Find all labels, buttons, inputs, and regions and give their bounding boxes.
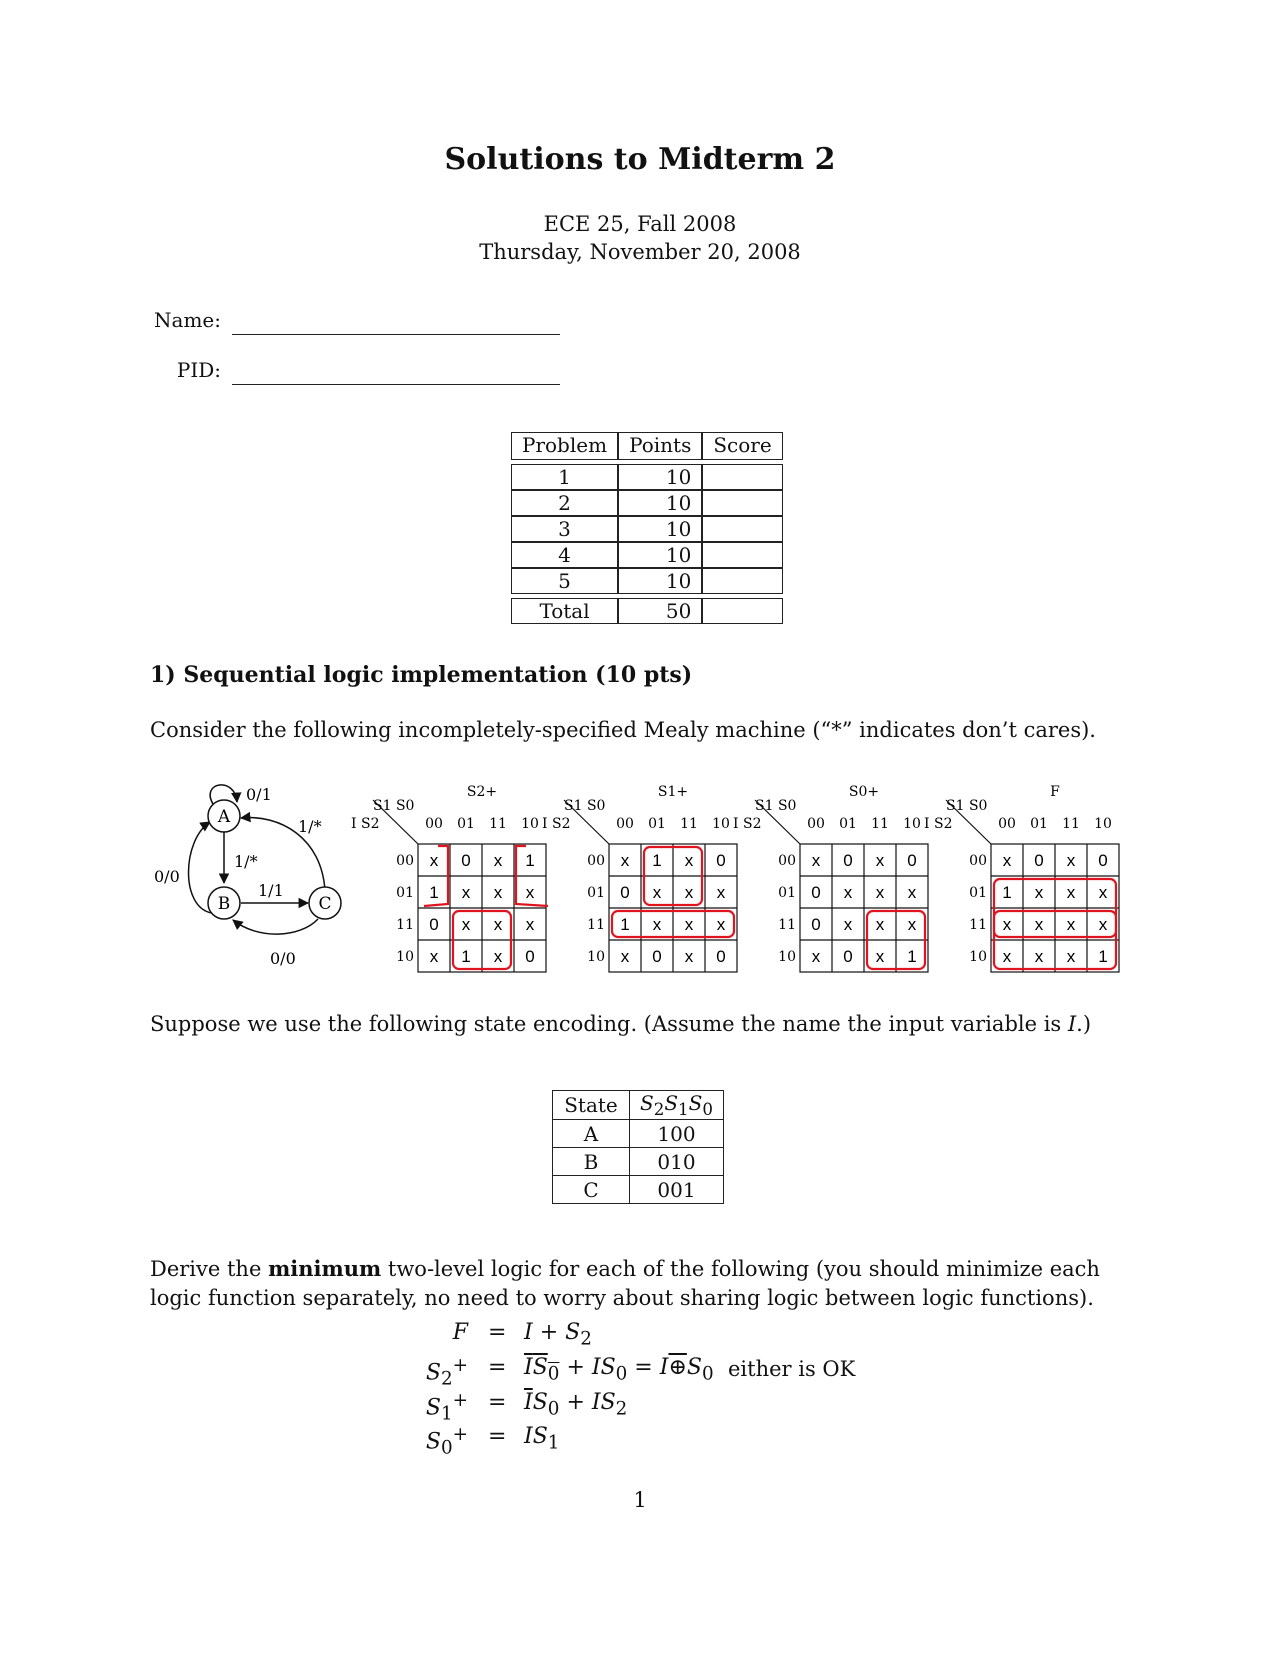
kmap-cell: x <box>684 851 694 870</box>
kmap-row-label: 00 <box>587 853 605 869</box>
kmap-cell: x <box>429 947 439 966</box>
date-line: Thursday, November 20, 2008 <box>479 240 801 264</box>
edge-label-a-to-c: 1/* <box>298 817 322 836</box>
kmap-col-label: 11 <box>871 816 889 832</box>
kmap-cell: 0 <box>811 883 821 902</box>
kmap-cell: 0 <box>716 851 726 870</box>
kmap-row-label: 10 <box>778 949 796 965</box>
table-row: 4 10 <box>511 542 783 568</box>
score-cell[interactable] <box>702 464 782 490</box>
kmap-cell: 1 <box>525 851 535 870</box>
name-line[interactable] <box>232 334 560 335</box>
kmap-cell: 1 <box>1098 947 1108 966</box>
pid-label: PID: <box>176 358 221 382</box>
score-header-points: Points <box>618 432 702 460</box>
kmap-title: F <box>1050 784 1060 800</box>
edge-label-b-to-c: 1/1 <box>258 881 284 900</box>
edge-label-a-self: 0/1 <box>246 785 272 804</box>
kmap-cell: x <box>843 915 853 934</box>
kmap-cell: 1 <box>461 947 471 966</box>
kmap-cell: x <box>493 947 503 966</box>
kmap-cell: x <box>1002 947 1012 966</box>
table-row: B 010 <box>553 1148 724 1176</box>
edge-label-c-to-b: 0/0 <box>270 949 296 968</box>
eq-s1-lhs: $S_1^+$ <box>425 1390 468 1425</box>
state-label-a: A <box>217 807 231 827</box>
kmap-cell: x <box>716 915 726 934</box>
kmap-cell: x <box>875 947 885 966</box>
kmap-row-label: 00 <box>396 853 414 869</box>
table-row: 5 10 <box>511 568 783 594</box>
kmap-row-label: 00 <box>969 853 987 869</box>
eq-s1-rhs: $\overline{I}S_0 + IS_2$ <box>524 1390 628 1420</box>
kmap-row-label: 01 <box>778 885 796 901</box>
kmap-col-label: 10 <box>1094 816 1112 832</box>
kmap-cell: x <box>875 915 885 934</box>
kmap-row-label: 10 <box>587 949 605 965</box>
kmap-cell: 0 <box>429 915 439 934</box>
kmap-cell: 0 <box>1034 851 1044 870</box>
kmap-title: S0+ <box>848 784 880 800</box>
kmap-cell: x <box>525 915 535 934</box>
kmap-cell: 0 <box>843 851 853 870</box>
kmap-row-label: 11 <box>396 917 414 933</box>
kmap-cell: x <box>1002 915 1012 934</box>
kmap-row-var: I S2 <box>351 816 380 832</box>
kmap-cell: x <box>1066 883 1076 902</box>
table-row: 3 10 <box>511 516 783 542</box>
edge-label-b-to-a: 0/0 <box>154 867 180 886</box>
kmap-col-var: S1 S0 <box>946 798 988 814</box>
table-row: C 001 <box>553 1176 724 1204</box>
kmap-cell: 0 <box>652 947 662 966</box>
kmap-cell: x <box>1066 851 1076 870</box>
score-cell[interactable] <box>702 568 782 594</box>
section-heading: 1) Sequential logic implementation (10 pts) <box>150 662 693 688</box>
eq-f-lhs: F <box>452 1320 468 1345</box>
kmap-cell: x <box>843 883 853 902</box>
kmap-col-label: 10 <box>521 816 539 832</box>
kmap-cell: 0 <box>1098 851 1108 870</box>
eq-s2-lhs: $S_2^+$ <box>425 1355 468 1390</box>
kmap-col-var: S1 S0 <box>564 798 606 814</box>
kmap-cell: x <box>1034 883 1044 902</box>
kmap-col-label: 00 <box>425 816 443 832</box>
kmap-cell: x <box>620 947 630 966</box>
either-ok-note: either is OK <box>728 1357 856 1381</box>
encoding-table <box>552 1090 724 1204</box>
kmap-cell: x <box>875 851 885 870</box>
kmap-col-label: 01 <box>457 816 475 832</box>
eq-f-rhs: $I + S_2$ <box>524 1320 592 1350</box>
edge-label-a-to-b: 1/* <box>234 852 258 871</box>
kmap-cell: x <box>875 883 885 902</box>
eq-s2-rhs: $\overline{I}\overline{S}_0 + IS_0$ = $I\oplus S_0$ <box>524 1355 714 1385</box>
state-diagram <box>140 780 360 970</box>
kmap-cell: x <box>1034 947 1044 966</box>
kmap-cell: x <box>620 851 630 870</box>
kmap-cell: x <box>493 883 503 902</box>
kmap-title: S2+ <box>466 784 498 800</box>
kmap-cell: x <box>1066 915 1076 934</box>
kmap-cell: 0 <box>907 851 917 870</box>
kmap-row-label: 10 <box>969 949 987 965</box>
enc-header-code: $S_2S_1S_0$ <box>630 1091 724 1120</box>
kmap-cell: 0 <box>843 947 853 966</box>
score-table <box>511 432 783 624</box>
state-label-b: B <box>217 894 231 914</box>
kmap-row-var: I S2 <box>733 816 762 832</box>
kmap-cell: x <box>811 947 821 966</box>
kmap-cell: x <box>907 915 917 934</box>
kmap-cell: x <box>684 915 694 934</box>
table-row-total: Total 50 <box>511 598 783 624</box>
kmap-col-label: 10 <box>712 816 730 832</box>
kmap-row-label: 11 <box>969 917 987 933</box>
kmap-cell: 1 <box>429 883 439 902</box>
score-cell[interactable] <box>702 490 782 516</box>
score-header-score: Score <box>702 432 782 460</box>
derive-text: Derive the minimum two-level logic for each of the following (you should minimize each logic function separately, no need to worry about sharing logic between logic functions). <box>150 1256 1100 1310</box>
page-title: Solutions to Midterm 2 <box>444 142 836 177</box>
kmap-row-label: 01 <box>587 885 605 901</box>
kmap-cell: x <box>1002 851 1012 870</box>
kmap-col-label: 00 <box>807 816 825 832</box>
kmap-f <box>924 782 1130 977</box>
edge-c-to-b <box>233 919 318 934</box>
table-row: 2 10 <box>511 490 783 516</box>
kmap-cell: 0 <box>461 851 471 870</box>
score-cell[interactable] <box>702 598 782 624</box>
kmap-col-label: 01 <box>839 816 857 832</box>
intro-text: Consider the following incompletely-specified Mealy machine (“*” indicates don’t cares). <box>150 718 1096 742</box>
score-cell[interactable] <box>702 516 782 542</box>
kmap-cell: 1 <box>620 915 630 934</box>
kmap-cell: x <box>1034 915 1044 934</box>
kmap-cell: x <box>684 883 694 902</box>
kmap-cell: 1 <box>652 851 662 870</box>
kmap-col-label: 11 <box>489 816 507 832</box>
kmap-cell: x <box>1098 915 1108 934</box>
kmap-title: S1+ <box>657 784 689 800</box>
page-number: 1 <box>633 1488 647 1512</box>
kmap-cell: x <box>1098 883 1108 902</box>
kmap-row-label: 00 <box>778 853 796 869</box>
kmap-row-var: I S2 <box>924 816 953 832</box>
kmap-cell: x <box>493 851 503 870</box>
kmap-col-label: 11 <box>680 816 698 832</box>
score-cell[interactable] <box>702 542 782 568</box>
name-label: Name: <box>154 308 221 332</box>
kmap-s2-next <box>351 782 557 977</box>
kmap-cell: 0 <box>525 947 535 966</box>
eq-s0-rhs: $IS_1$ <box>524 1424 560 1454</box>
kmap-s0-next <box>733 782 939 977</box>
pid-line[interactable] <box>232 384 560 385</box>
kmap-cell: x <box>429 851 439 870</box>
kmap-cell: x <box>684 947 694 966</box>
kmap-cell: x <box>525 883 535 902</box>
kmap-col-label: 01 <box>1030 816 1048 832</box>
kmap-cell: x <box>811 851 821 870</box>
kmap-cell: x <box>716 883 726 902</box>
table-row: A 100 <box>553 1120 724 1148</box>
kmap-row-label: 10 <box>396 949 414 965</box>
score-header-problem: Problem <box>511 432 618 460</box>
kmap-cell: x <box>652 915 662 934</box>
kmap-cell: x <box>652 883 662 902</box>
kmap-cell: x <box>1066 947 1076 966</box>
state-label-c: C <box>318 894 332 914</box>
enc-header-state: State <box>553 1091 630 1120</box>
kmap-row-label: 11 <box>778 917 796 933</box>
kmap-cell: x <box>461 883 471 902</box>
kmap-row-label: 11 <box>587 917 605 933</box>
kmap-col-label: 00 <box>998 816 1016 832</box>
kmap-row-var: I S2 <box>542 816 571 832</box>
kmap-cell: 0 <box>620 883 630 902</box>
kmap-cell: 1 <box>907 947 917 966</box>
kmap-col-label: 10 <box>903 816 921 832</box>
eq-s0-lhs: $S_0^+$ <box>425 1424 468 1459</box>
kmap-row-label: 01 <box>396 885 414 901</box>
kmap-cell: x <box>493 915 503 934</box>
kmap-cell: 0 <box>811 915 821 934</box>
kmap-s1-next <box>542 782 748 977</box>
kmap-cell: x <box>461 915 471 934</box>
kmap-cell: x <box>907 883 917 902</box>
kmap-col-var: S1 S0 <box>755 798 797 814</box>
table-row: 1 10 <box>511 464 783 490</box>
kmap-col-label: 11 <box>1062 816 1080 832</box>
kmap-col-label: 01 <box>648 816 666 832</box>
course-line: ECE 25, Fall 2008 <box>543 212 737 236</box>
kmap-col-var: S1 S0 <box>373 798 415 814</box>
kmap-cell: 1 <box>1002 883 1012 902</box>
kmap-col-label: 00 <box>616 816 634 832</box>
kmap-row-label: 01 <box>969 885 987 901</box>
encoding-intro: Suppose we use the following state encoding. (Assume the name the input variable is I.) <box>150 1012 1092 1036</box>
kmap-cell: 0 <box>716 947 726 966</box>
